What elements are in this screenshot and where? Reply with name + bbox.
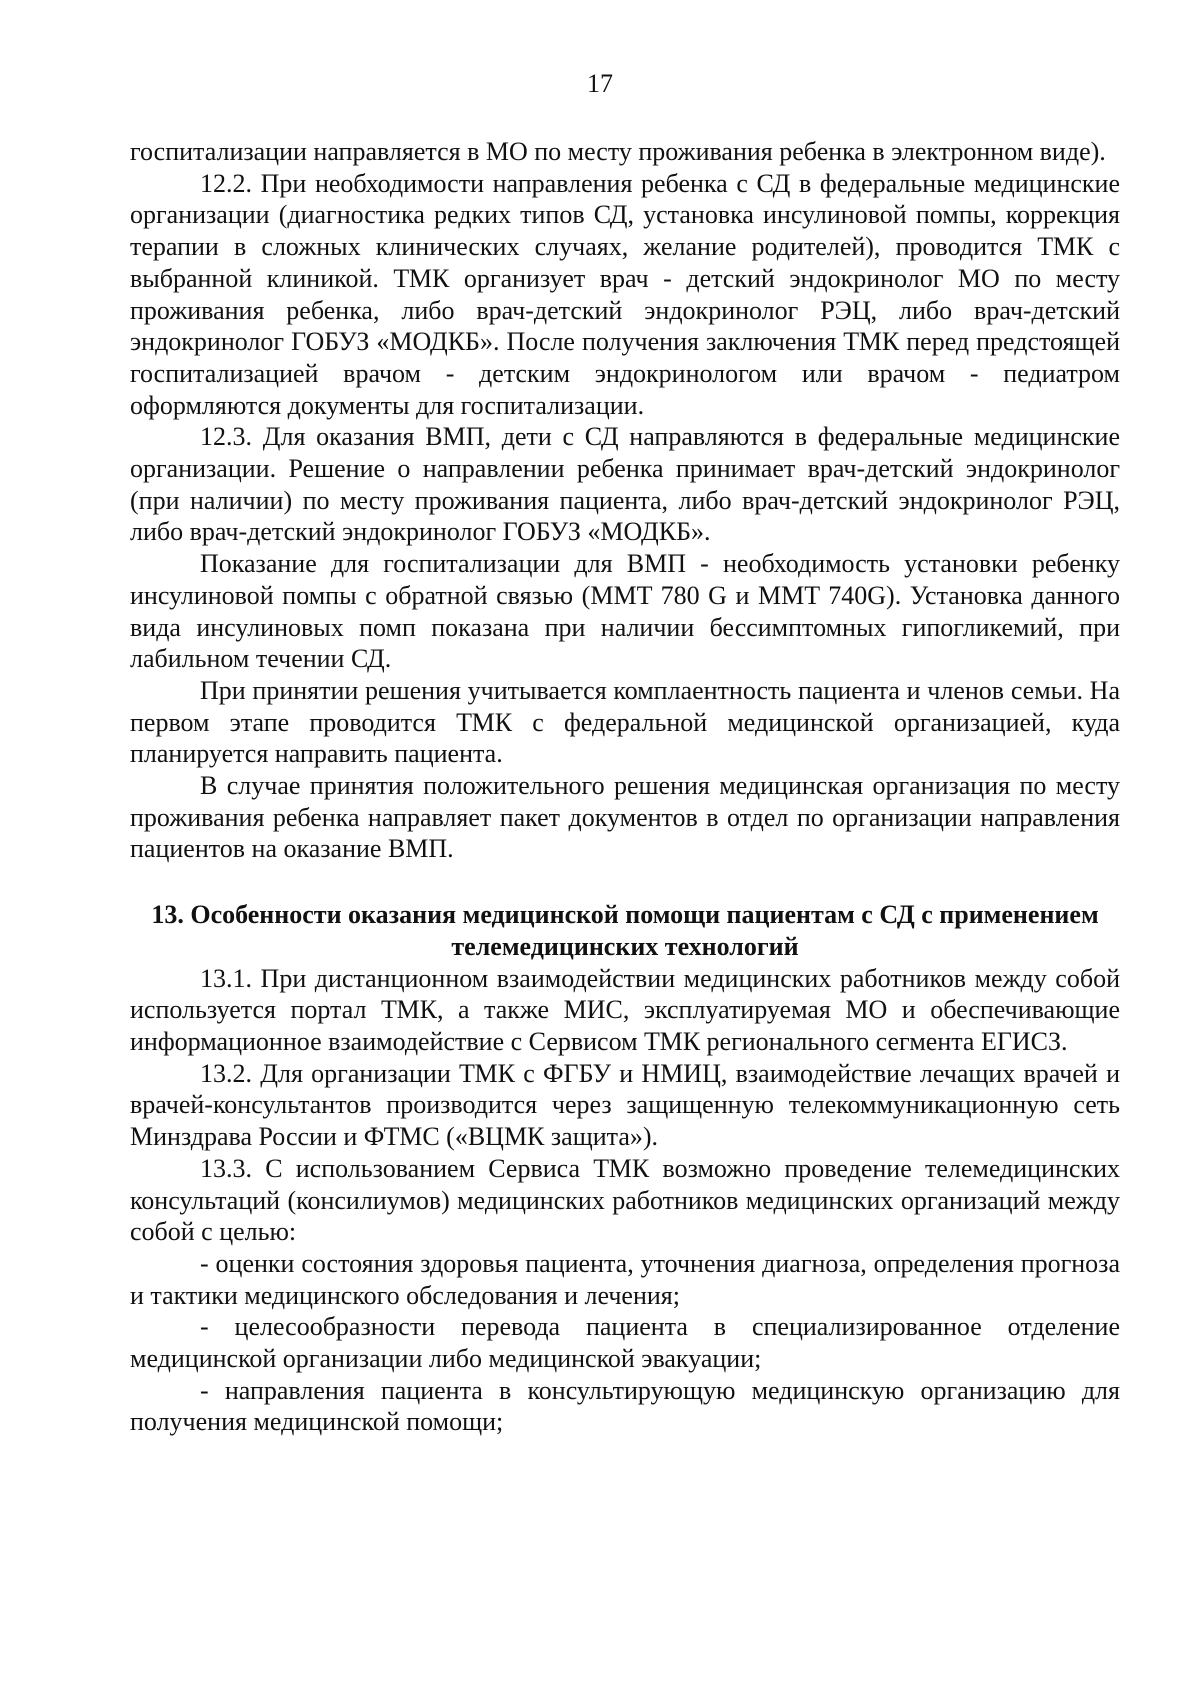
paragraph-13-1: 13.1. При дистанционном взаимодействии медицинских работников между собой используется портал ТМК, а также МИС, эксплуатируемая МО и обеспечивающие информационное взаимодействие с Сервисом ТМК регионального сегмента ЕГИСЗ. xyxy=(130,963,1120,1056)
list-item-referral: - направления пациента в консультирующую медицинскую организацию для получения медицинской помощи; xyxy=(130,1375,1120,1437)
paragraph-13-2: 13.2. Для организации ТМК с ФГБУ и НМИЦ, взаимодействие лечащих врачей и врачей-консультантов производится через защищенную телекоммуникационную сеть Минздрава России и ФТМС («ВЦМК защита»). xyxy=(130,1058,1120,1152)
document-body xyxy=(130,136,1120,1438)
paragraph-continuation: госпитализации направляется в МО по месту проживания ребенка в электронном виде). xyxy=(130,137,1106,166)
paragraph-12-3: 12.3. Для оказания ВМП, дети с СД направляются в федеральные медицинские организации. Решение о направлении ребенка принимает врач-детский эндокринолог (при наличии) по месту проживания пациента, либо врач-детский эндокринолог РЭЦ, либо врач-детский эндокринолог ГОБУЗ «МОДКБ». xyxy=(130,422,1120,547)
list-item-transfer: - целесообразности перевода пациента в специализированное отделение медицинской организации либо медицинской эвакуации; xyxy=(130,1312,1120,1374)
list-item-assessment: - оценки состояния здоровья пациента, уточнения диагноза, определения прогноза и тактики медицинского обследования и лечения; xyxy=(130,1248,1120,1310)
paragraph-indication: Показание для госпитализации для ВМП - необходимость установки ребенку инсулиновой помпы с обратной связью (MMT 780 G и MMT 740G). Установка данного вида инсулиновых помп показана при наличии бессимптомных гипогликемий, при лабильном течении СД. xyxy=(130,549,1120,674)
paragraph-decision: При принятии решения учитывается комплаентность пациента и членов семьи. На первом этапе проводится ТМК с федеральной медицинской организацией, куда планируется направить пациента. xyxy=(130,675,1120,769)
paragraph-12-2: 12.2. При необходимости направления ребенка с СД в федеральные медицинские организации (диагностика редких типов СД, установка инсулиновой помпы, коррекция терапии в сложных клинических случаях, желание родителей), проводится ТМК с выбранной клиникой. ТМК организует врач - детский эндокринолог МО по месту проживания ребенка, либо врач-детский эндокринолог РЭЦ, либо врач-детский эндокринолог ГОБУЗ «МОДКБ». После получения заключения ТМК перед предстоящей госпитализацией врачом - детским эндокринологом или врачом - педиатром оформляются документы для госпитализации. xyxy=(130,168,1120,420)
page-number: 17 xyxy=(587,69,613,98)
section-13-heading: 13. Особенности оказания медицинской помощи пациентам с СД с применением телемедицинских технологий xyxy=(151,900,1099,961)
paragraph-positive-decision: В случае принятия положительного решения медицинская организация по месту проживания ребенка направляет пакет документов в отдел по организации направления пациентов на оказание ВМП. xyxy=(130,771,1120,864)
paragraph-13-3: 13.3. С использованием Сервиса ТМК возможно проведение телемедицинских консультаций (консилиумов) медицинских работников медицинских организаций между собой с целью: xyxy=(130,1153,1120,1247)
